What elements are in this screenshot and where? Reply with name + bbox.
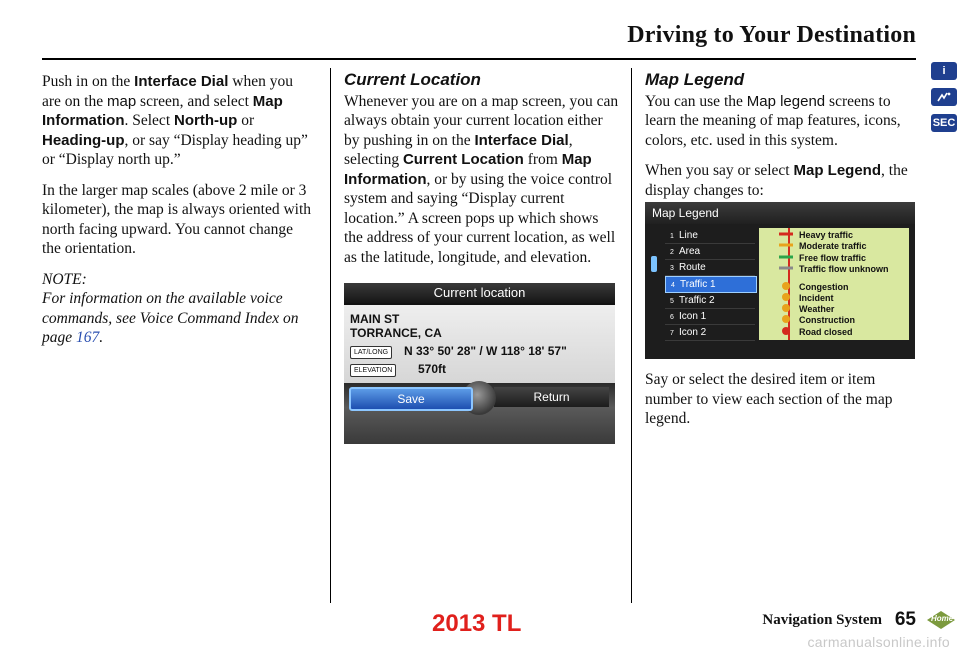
- item-number: 7: [670, 330, 674, 337]
- text: screens to learn the meaning of map features, icons, colors, etc. used in this system.: [645, 92, 901, 149]
- text: or: [237, 112, 255, 129]
- paragraph: Say or select the desired item or item number to view each section of the map legend.: [645, 371, 893, 427]
- info-icon[interactable]: [931, 62, 957, 80]
- item-label: Route: [679, 262, 706, 273]
- item-number: 4: [671, 282, 675, 289]
- column-divider: [631, 68, 632, 603]
- column-3: [645, 70, 920, 211]
- item-number: 6: [670, 314, 674, 321]
- text: from: [523, 151, 562, 168]
- screen-title: Map Legend: [645, 202, 915, 224]
- column-3-bottom: [645, 370, 920, 440]
- term: Map legend: [746, 92, 826, 110]
- save-button[interactable]: Save: [349, 387, 473, 411]
- note-text: [42, 289, 314, 348]
- text: You can use the: [645, 92, 747, 110]
- term: Map Information: [42, 92, 283, 129]
- legend-label: Moderate traffic: [799, 241, 867, 251]
- term: Current Location: [402, 151, 524, 168]
- page-link[interactable]: 167: [76, 329, 100, 346]
- text: when you are on the: [42, 73, 293, 110]
- term: Heading-up: [42, 131, 125, 149]
- item-label: Traffic 1: [680, 279, 716, 290]
- home-icon[interactable]: [926, 610, 956, 630]
- legend-menu-item[interactable]: [665, 293, 755, 309]
- screen-title: Current location: [344, 283, 615, 303]
- legend-menu-item[interactable]: [665, 228, 755, 244]
- item-label: Traffic 2: [679, 295, 715, 306]
- sec-tab[interactable]: [931, 114, 957, 132]
- column-divider: [330, 68, 331, 603]
- legend-menu-item[interactable]: [665, 260, 755, 276]
- legend-panel: [759, 228, 909, 340]
- return-button[interactable]: Return: [494, 387, 609, 407]
- item-number: 3: [670, 265, 674, 272]
- text: . Select: [124, 112, 174, 129]
- section-heading: Current Location: [344, 70, 481, 89]
- text: , the display changes to:: [645, 162, 908, 199]
- legend-label: Traffic flow unknown: [799, 264, 889, 274]
- legend-label: Free flow traffic: [799, 253, 867, 263]
- column-2: [344, 70, 620, 278]
- title-rule: [42, 58, 916, 60]
- legend-menu-item-selected[interactable]: [665, 276, 757, 293]
- item-label: Area: [679, 246, 701, 257]
- item-label: Line: [679, 230, 698, 241]
- term: Map Information: [344, 151, 592, 188]
- section-heading: Map Legend: [645, 70, 745, 89]
- home-label: Home: [931, 614, 954, 623]
- legend-label: Road closed: [799, 327, 853, 337]
- map-legend-screen: [645, 202, 915, 359]
- page-title: Driving to Your Destination: [627, 22, 916, 48]
- current-location-screen: [344, 283, 615, 444]
- paragraph: In the larger map scales (above 2 mile or 3 kilometer), the map is always oriented with north facing upward. You cannot change the orientation.: [42, 181, 312, 257]
- item-label: Icon 1: [679, 311, 707, 322]
- legend-label: Weather: [799, 304, 835, 314]
- latlong-tag: LAT/LONG: [350, 346, 392, 359]
- term: Interface Dial: [474, 131, 569, 149]
- item-number: 1: [670, 233, 674, 240]
- item-number: 2: [670, 249, 674, 256]
- legend-menu-item[interactable]: [665, 309, 755, 325]
- legend-label: Heavy traffic: [799, 230, 854, 240]
- legend-label: Construction: [799, 315, 855, 325]
- paragraph: [344, 92, 620, 268]
- scroll-indicator[interactable]: [651, 256, 657, 272]
- term: map: [106, 92, 137, 110]
- elevation-value: 570ft: [418, 362, 447, 376]
- footer-section: Navigation System: [762, 612, 882, 628]
- column-1: [42, 72, 314, 359]
- legend-menu-item[interactable]: [665, 244, 755, 260]
- item-number: 5: [670, 298, 674, 305]
- paragraph: [645, 161, 920, 200]
- elevation-tag: ELEVATION: [350, 364, 396, 377]
- text: When you say or select: [645, 162, 794, 179]
- info-tab-label: i: [942, 65, 946, 77]
- legend-menu-item[interactable]: [665, 325, 755, 341]
- model-label: 2013 TL: [432, 610, 522, 637]
- term: Map Legend: [793, 162, 882, 179]
- paragraph: [42, 72, 314, 170]
- location-panel: [344, 305, 615, 383]
- watermark: carmanualsonline.info: [807, 634, 950, 650]
- text: , or by using the voice control system and saying “Display current location.” A screen pops up which shows the address of your current location, as well as the latitude, longitude, and elevation.: [344, 170, 616, 266]
- term: North-up: [174, 112, 238, 129]
- note-label: NOTE:: [42, 270, 87, 288]
- sec-tab-label: SEC: [932, 117, 956, 129]
- text: Whenever you are on a map screen, you can always obtain your current location either by pushing in on the: [344, 92, 619, 149]
- text: , or say “Display heading up” or “Display north up.”: [42, 131, 308, 168]
- legend-label: Incident: [799, 293, 834, 303]
- page-number: 65: [894, 609, 916, 630]
- text: , selecting: [344, 131, 573, 168]
- item-label: Icon 2: [679, 327, 707, 338]
- city: TORRANCE, CA: [350, 326, 442, 340]
- paragraph: [645, 92, 920, 151]
- term: Interface Dial: [134, 73, 229, 90]
- voice-icon[interactable]: [931, 88, 957, 106]
- voice-glyph: [936, 91, 952, 103]
- street: MAIN ST: [350, 312, 400, 326]
- latlong-value: N 33° 50' 28" / W 118° 18' 57": [404, 344, 567, 358]
- text: screen, and select: [136, 92, 253, 110]
- text: Push in on the: [42, 73, 135, 90]
- legend-label: Congestion: [799, 282, 849, 292]
- text: For information on the available voice commands, see Voice Command Index on page: [42, 290, 299, 346]
- text: .: [99, 329, 104, 346]
